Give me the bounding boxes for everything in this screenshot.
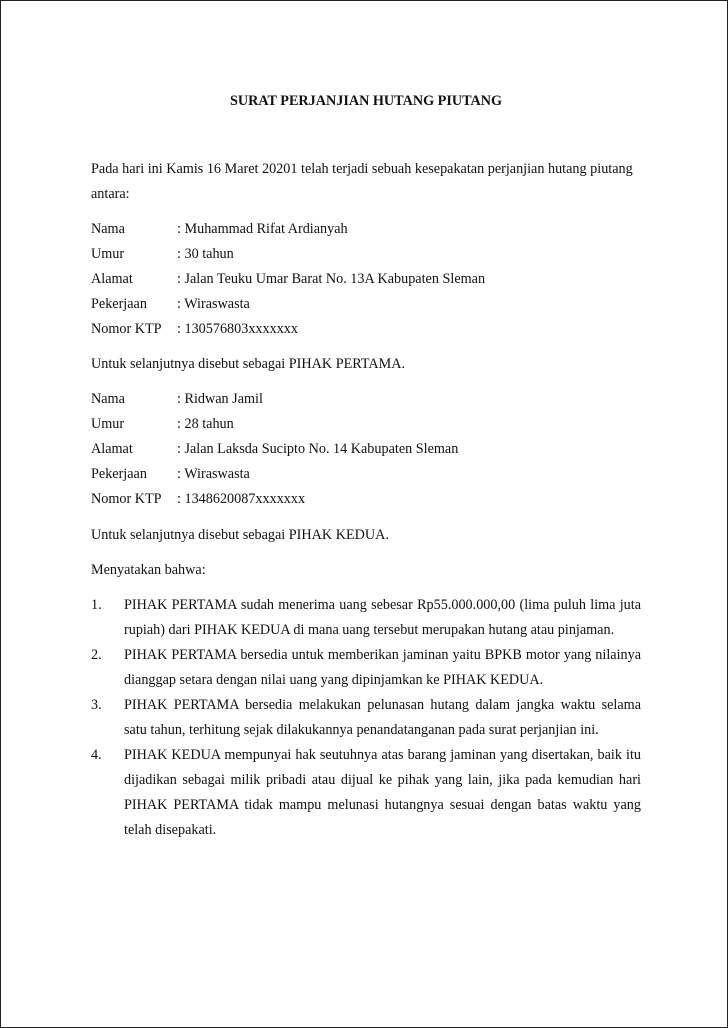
field-row [91, 462, 641, 487]
field-value: : 30 tahun [177, 246, 234, 262]
field-row [91, 242, 641, 267]
field-row [91, 267, 641, 292]
field-value: : Ridwan Jamil [177, 391, 263, 407]
field-label: Umur [91, 246, 125, 262]
list-text: PIHAK KEDUA mempunyai hak seutuhnya atas barang jaminan yang disertakan, baik itu dijadikan sebagai milik pribadi atau dijual ke pihak yang lain, jika pada kemudian hari PIHAK PERTAMA tidak mampu melunasi hutangnya sesuai dengan batas waktu yang telah disepakati. [124, 747, 641, 838]
agreement-list [91, 593, 641, 843]
statement-line: Menyatakan bahwa: [91, 562, 206, 578]
party-two-details [91, 387, 641, 512]
field-label: Nomor KTP [91, 491, 162, 507]
field-label: Nama [91, 221, 125, 237]
field-row [91, 292, 641, 317]
field-label: Nomor KTP [91, 321, 162, 337]
list-text: PIHAK PERTAMA sudah menerima uang sebesar Rp55.000.000,00 (lima puluh lima juta rupiah) dari PIHAK KEDUA di mana uang tersebut merupakan hutang atau pinjaman. [124, 597, 641, 638]
list-text: PIHAK PERTAMA bersedia melakukan pelunasan hutang dalam jangka waktu selama satu tahun, terhitung sejak dilakukannya penandatanganan pada surat perjanjian ini. [124, 697, 641, 738]
list-number: 2. [91, 647, 102, 663]
document-title: SURAT PERJANJIAN HUTANG PIUTANG [229, 93, 503, 109]
intro-paragraph: Pada hari ini Kamis 16 Maret 20201 telah terjadi sebuah kesepakatan perjanjian hutang piutang antara: [91, 161, 633, 202]
list-item [91, 743, 641, 843]
field-row [91, 437, 641, 462]
field-row [91, 317, 641, 342]
field-label: Alamat [91, 271, 133, 287]
list-text: PIHAK PERTAMA bersedia untuk memberikan jaminan yaitu BPKB motor yang nilainya dianggap setara dengan nilai uang yang dipinjamkan ke PIHAK KEDUA. [124, 647, 641, 688]
list-item [91, 593, 641, 643]
field-row [91, 412, 641, 437]
field-label: Umur [91, 416, 125, 432]
list-item [91, 643, 641, 693]
field-value: : 130576803xxxxxxx [177, 321, 298, 337]
field-value: : 1348620087xxxxxxx [177, 491, 306, 507]
field-row [91, 217, 641, 242]
field-row [91, 387, 641, 412]
field-value: : Jalan Teuku Umar Barat No. 13A Kabupaten Sleman [177, 271, 486, 287]
party-two-note: Untuk selanjutnya disebut sebagai PIHAK KEDUA. [91, 527, 389, 543]
list-number: 3. [91, 697, 102, 713]
field-value: : Muhammad Rifat Ardianyah [177, 221, 348, 237]
list-number: 4. [91, 747, 102, 763]
field-value: : 28 tahun [177, 416, 234, 432]
field-value: : Wiraswasta [177, 296, 250, 312]
party-one-details [91, 217, 641, 342]
field-label: Alamat [91, 441, 133, 457]
field-label: Nama [91, 391, 125, 407]
field-value: : Jalan Laksda Sucipto No. 14 Kabupaten Sleman [177, 441, 459, 457]
field-value: : Wiraswasta [177, 466, 250, 482]
list-number: 1. [91, 597, 102, 613]
party-one-note: Untuk selanjutnya disebut sebagai PIHAK PERTAMA. [91, 356, 406, 372]
field-label: Pekerjaan [91, 296, 147, 312]
list-item [91, 693, 641, 743]
field-label: Pekerjaan [91, 466, 147, 482]
field-row [91, 487, 641, 512]
